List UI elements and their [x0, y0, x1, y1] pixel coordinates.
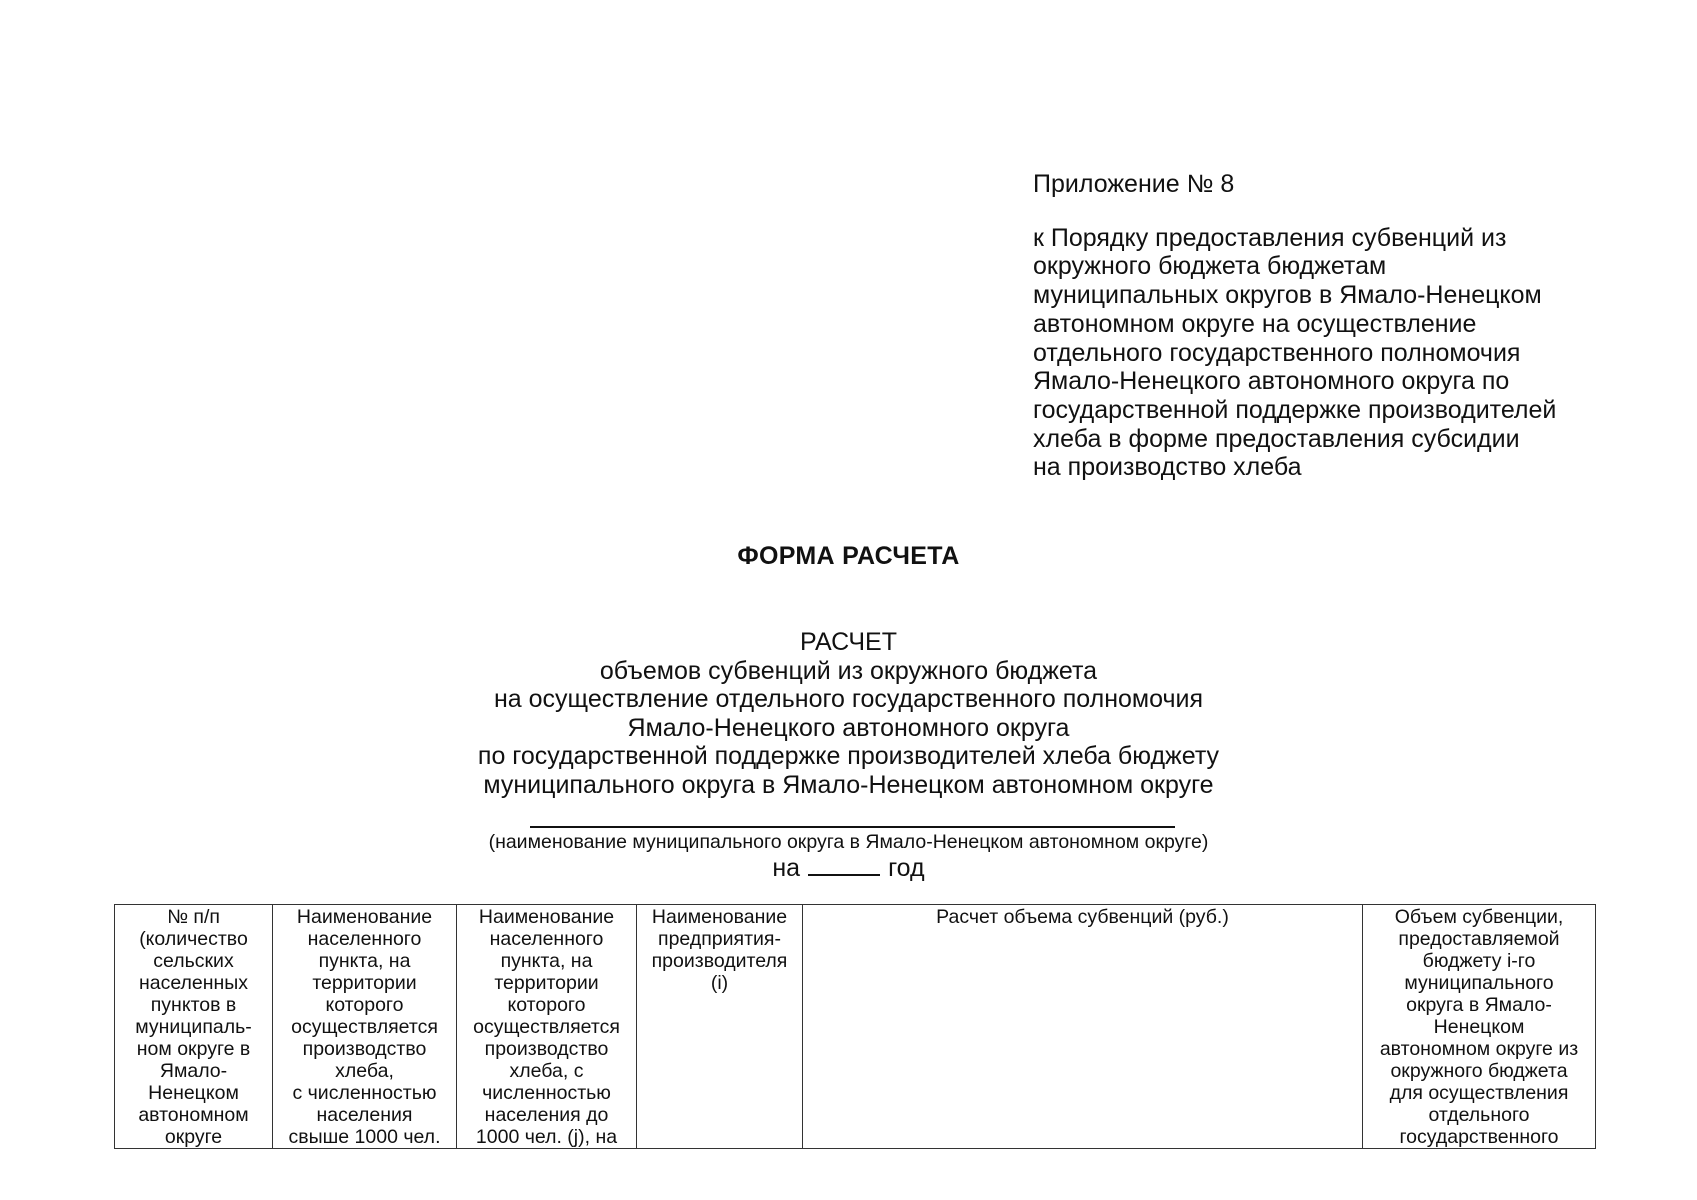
- appendix-line: муниципальных округов в Ямало-Ненецком: [1033, 281, 1542, 310]
- header-cell-subvention-calculation: Расчет объема субвенций (руб.): [803, 905, 1363, 1149]
- header-cell-subvention-volume: Объем субвенции, предоставляемой бюджету i-го муниципального округа в Ямало- Ненецком автономном округе из окружного бюджета для осуществления отдельного государственного: [1363, 905, 1596, 1149]
- appendix-line: на производство хлеба: [1033, 453, 1302, 482]
- calculation-table: [114, 904, 1596, 1149]
- year-blank: [808, 852, 880, 876]
- municipality-name-caption: (наименование муниципального округа в Ямало-Ненецком автономном округе): [488, 831, 1209, 853]
- appendix-text: [1033, 224, 1633, 482]
- appendix-line: государственной поддержке производителей: [1033, 395, 1557, 424]
- appendix-title: Приложение № 8: [1033, 170, 1235, 198]
- form-heading: ФОРМА РАСЧЕТА: [737, 542, 960, 570]
- municipality-name-blank: [530, 826, 1175, 828]
- appendix-line: отдельного государственного полномочия: [1033, 338, 1521, 367]
- calculation-title-line: муниципального округа в Ямало-Ненецком автономном округе: [483, 770, 1214, 799]
- calculation-title-line: на осуществление отдельного государственного полномочия: [494, 685, 1203, 714]
- year-line: [0, 852, 1697, 883]
- calculation-title-line: РАСЧЕТ: [800, 628, 897, 656]
- appendix-line: окружного бюджета бюджетам: [1033, 252, 1387, 281]
- table-header-row: [115, 905, 1596, 1149]
- appendix-block: [1033, 170, 1633, 482]
- appendix-line: хлеба в форме предоставления субсидии: [1033, 424, 1520, 453]
- header-cell-number: № п/п (количество сельских населенных пунктов в муниципаль- ном округе в Ямало- Ненецком автономном округе: [115, 905, 273, 1149]
- year-suffix: год: [888, 854, 925, 882]
- calculation-title-line: Ямало-Ненецкого автономного округа: [627, 713, 1070, 742]
- header-cell-settlement-over-1000: Наименование населенного пункта, на территории которого осуществляется производство хлеба, с численностью населения свыше 1000 чел.: [273, 905, 457, 1149]
- appendix-line: к Порядку предоставления субвенций из: [1033, 223, 1507, 252]
- calculation-title: [0, 628, 1697, 800]
- calculation-title-line: по государственной поддержке производителей хлеба бюджету: [477, 742, 1220, 771]
- header-cell-settlement-under-1000: Наименование населенного пункта, на территории которого осуществляется производство хлеба, с численностью населения до 1000 чел. (j), на: [457, 905, 637, 1149]
- header-cell-producer: Наименование предприятия- производителя (i): [637, 905, 803, 1149]
- year-prefix: на: [772, 854, 801, 882]
- appendix-line: Ямало-Ненецкого автономного округа по: [1033, 367, 1510, 396]
- appendix-line: автономном округе на осуществление: [1033, 309, 1477, 338]
- calculation-title-line: объемов субвенций из окружного бюджета: [599, 656, 1098, 685]
